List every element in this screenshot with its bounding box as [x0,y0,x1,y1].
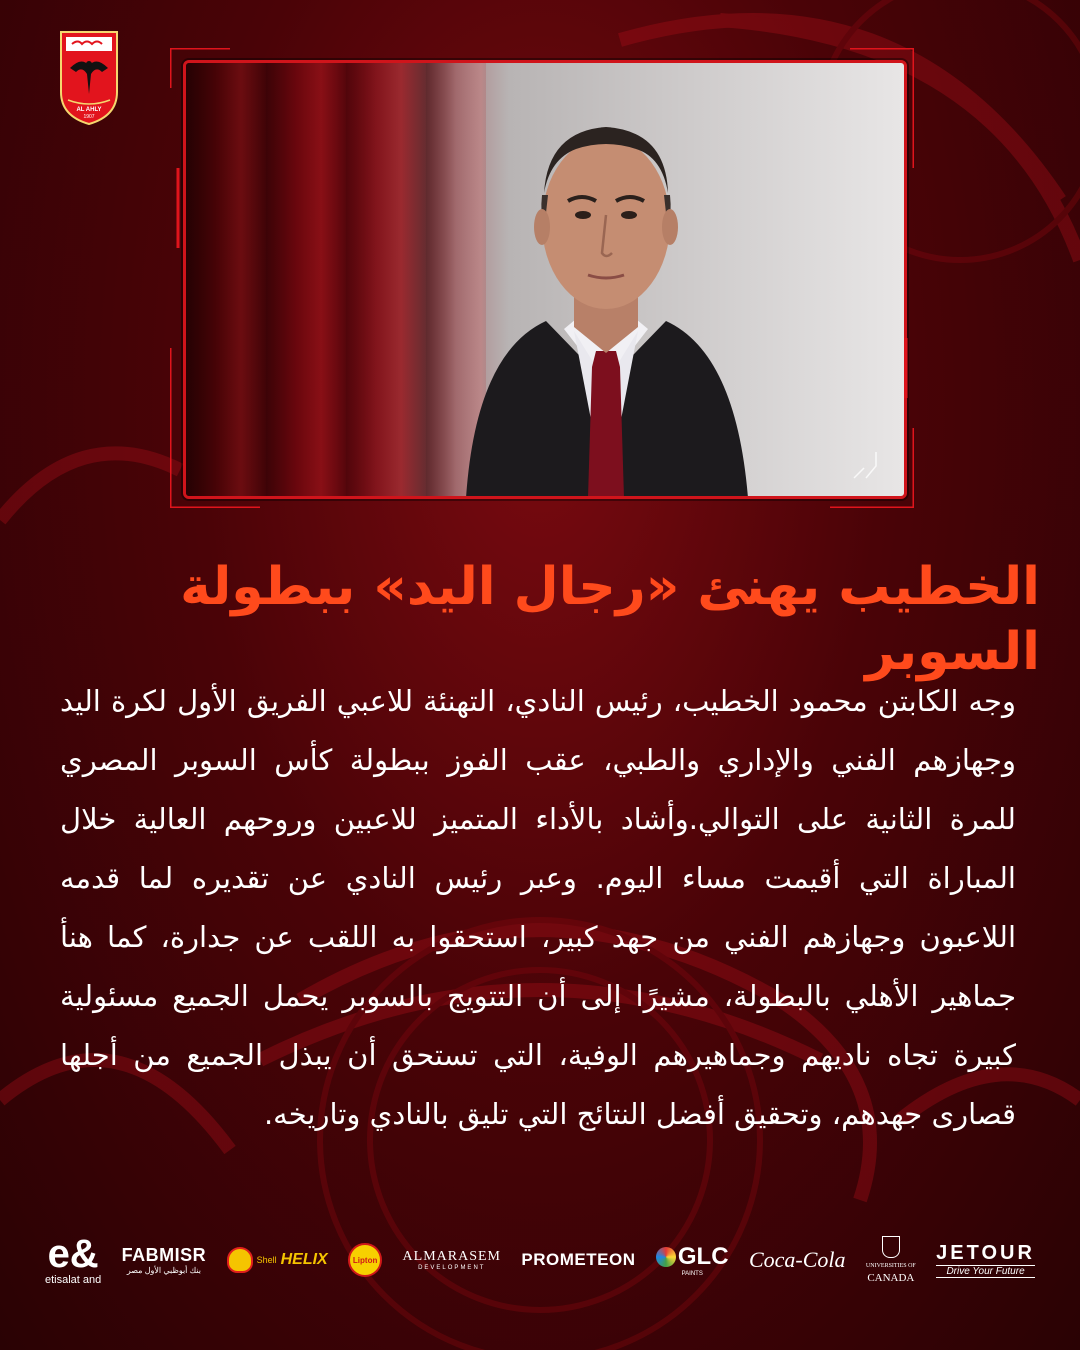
shell-icon [227,1247,253,1273]
helix-name: HELIX [280,1251,328,1268]
article-body: وجه الكابتن محمود الخطيب، رئيس النادي، التهنئة للاعبي الفريق الأول لكرة اليد وجهازهم الفني والإداري والطبي، عقب الفوز ببطولة كأس السوبر المصري للمرة الثانية على التوالي.وأشاد بالأداء المتميز للاعبين وروحهم العالية خلال المباراة التي أقيمت مساء اليوم. وعبر رئيس النادي عن تقديره لما قدمه اللاعبون وجهازهم الفني من جهد كبير، استحقوا به اللقب عن جدارة، كما هنأ جماهير الأهلي بالبطولة، مشيرًا إلى أن التتويج بالسوبر يحمل الجميع مسئولية كبيرة تجاه ناديهم وجماهيرهم الوفية، التي تستحق أن يبذل الجميع من أجلها قصارى جهدهم، وتحقيق أفضل النتائج التي تليق بالنادي وتاريخه. [60,684,1016,1131]
jetour-name: JETOUR [936,1242,1035,1264]
sponsor-universities-of-canada [866,1236,916,1284]
etisalat-mark: e& [47,1232,99,1276]
headline: الخطيب يهنئ «رجال اليد» ببطولة السوبر [180,557,1040,682]
crest-icon [882,1236,900,1258]
shell-prefix: Shell [256,1255,277,1265]
fab-misr-name: FABMISR [121,1245,207,1265]
sponsor-etisalat [45,1234,101,1286]
jetour-tagline: Drive Your Future [936,1265,1035,1278]
svg-text:1907: 1907 [83,114,95,120]
portrait-photo [183,60,907,499]
almarasem-name: ALMARASEM [402,1249,501,1264]
al-ahly-logo [58,28,120,126]
lipton-name: Lipton [348,1243,382,1277]
glc-sub: PAINTS [681,1271,703,1277]
sponsor-almarasem [403,1249,501,1271]
sponsor-glc [656,1243,729,1277]
sponsor-prometeon: PROMETEON [521,1250,636,1269]
sponsor-bar [45,1225,1035,1295]
curtain-backdrop [186,63,486,496]
etisalat-name: etisalat and [45,1274,102,1286]
uc-name-line2: CANADA [867,1272,915,1284]
glc-name: GLC [677,1243,729,1270]
sponsor-shell-helix [227,1247,328,1273]
person-portrait [456,83,756,498]
fab-misr-sub: بنك أبوظبي الأول مصر [126,1266,202,1275]
almarasem-sub: DEVELOPMENT [418,1265,486,1271]
glc-icon [656,1247,676,1267]
sponsor-coca-cola: Coca-Cola [748,1247,846,1272]
uc-name-line1: UNIVERSITIES OF [865,1263,916,1269]
sponsor-jetour [936,1242,1035,1278]
svg-text:AL AHLY: AL AHLY [76,107,102,113]
sponsor-fab-misr [122,1245,207,1275]
sponsor-lipton [348,1243,382,1277]
